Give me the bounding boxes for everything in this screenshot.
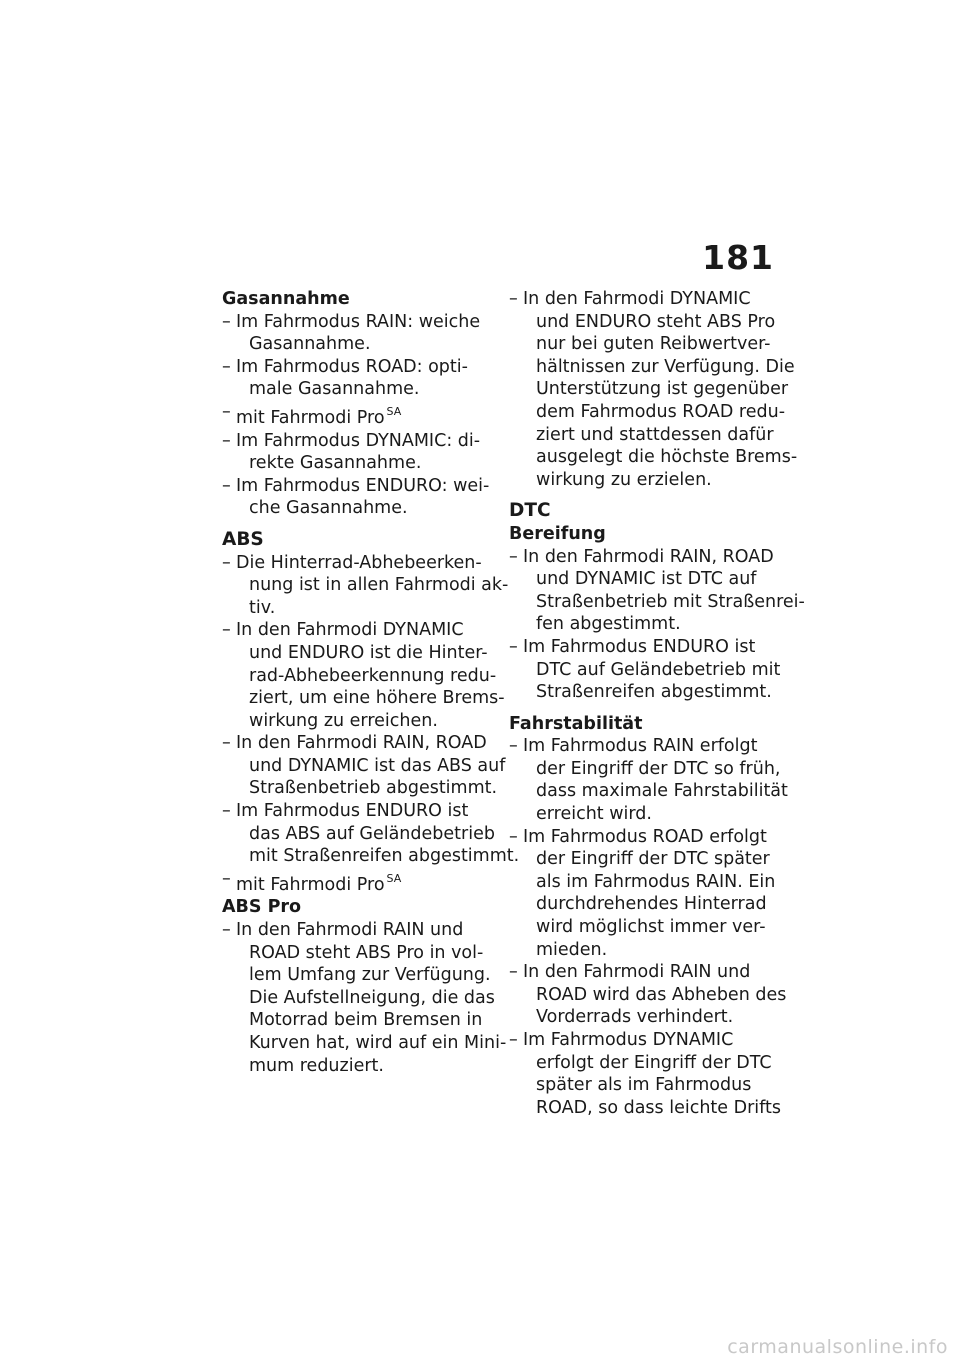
heading-gasannahme: Gasannahme: [222, 289, 350, 309]
list-item-line: wirkung zu erzielen.: [536, 469, 712, 490]
list-item-line: ausgelegt die höchste Brems-: [536, 447, 798, 468]
list-item: [222, 732, 506, 800]
list-item: [509, 546, 805, 636]
list-dash: –: [222, 356, 231, 377]
list-abs-pro-cont: [509, 288, 798, 491]
list-item-line: und DYNAMIC ist DTC auf: [536, 569, 757, 590]
list-item: [222, 475, 497, 520]
list-item-line: Im Fahrmodus ENDURO: wei-: [236, 475, 490, 496]
list-item-line: Im Fahrmodus RAIN erfolgt: [523, 736, 758, 757]
list-item-line: fen abgestimmt.: [536, 614, 681, 635]
list-item-line: In den Fahrmodi RAIN, ROAD: [523, 546, 774, 567]
list-dash: –: [222, 430, 231, 451]
pro-note-text: mit Fahrmodi Pro: [236, 874, 385, 895]
left-column: [222, 288, 520, 1077]
list-item-line: wird möglichst immer ver-: [536, 917, 766, 938]
list-item: [222, 619, 505, 732]
list-item-line: Im Fahrmodus ENDURO ist: [523, 636, 756, 657]
list-item-line: erreicht wird.: [536, 804, 652, 825]
list-item: [222, 311, 497, 356]
list-item-line: che Gasannahme.: [249, 498, 408, 519]
list-item-line: Straßenreifen abgestimmt.: [536, 682, 772, 703]
page-number: 181: [702, 238, 774, 277]
list-item-line: Die Aufstellneigung, die das: [249, 987, 495, 1008]
list-item-line: später als im Fahrmodus: [536, 1075, 752, 1096]
list-item-line: Straßenbetrieb abgestimmt.: [249, 778, 498, 799]
list-item-line: Im Fahrmodus ROAD: opti-: [236, 356, 468, 377]
list-item-line: und DYNAMIC ist das ABS auf: [249, 755, 506, 776]
list-dash: –: [222, 620, 231, 641]
list-item: [509, 735, 789, 825]
list-item-line: DTC auf Geländebetrieb mit: [536, 659, 781, 680]
list-item-line: male Gasannahme.: [249, 379, 420, 400]
list-dash: –: [222, 801, 231, 822]
list-item-line: Im Fahrmodus ENDURO ist: [236, 801, 469, 822]
list-item-line: Im Fahrmodus DYNAMIC: [523, 1030, 734, 1050]
sa-marker: SA: [386, 871, 402, 885]
list-fahrstabilitaet: [509, 735, 789, 1119]
list-dash: –: [509, 736, 518, 757]
list-item-line: Vorderrads verhindert.: [536, 1007, 734, 1028]
list-item-line: mieden.: [536, 939, 608, 960]
list-dash: –: [509, 546, 518, 567]
list-item: [509, 961, 789, 1029]
heading-fahrstabilitaet: Fahrstabilität: [509, 713, 643, 734]
list-item-line: nung ist in allen Fahrmodi ak-: [249, 575, 509, 596]
list-item: [509, 826, 789, 962]
list-item: [222, 356, 497, 401]
list-dash: –: [222, 868, 231, 889]
list-item-line: dem Fahrmodus ROAD redu-: [536, 401, 786, 422]
pro-note: [222, 401, 497, 430]
list-dash: –: [222, 401, 231, 422]
list-item: [509, 1029, 789, 1119]
list-item-line: ROAD wird das Abheben des: [536, 984, 787, 1005]
list-item: [222, 919, 507, 1077]
list-dash: –: [222, 475, 231, 496]
heading-abs-pro: ABS Pro: [222, 897, 302, 918]
list-dash: –: [509, 1030, 518, 1050]
list-item-line: Motorrad beim Bremsen in: [249, 1010, 483, 1031]
list-item-line: In den Fahrmodi RAIN, ROAD: [236, 733, 487, 754]
pro-note-text: mit Fahrmodi Pro: [236, 407, 385, 428]
heading-abs: ABS: [222, 528, 264, 550]
list-item: [222, 552, 509, 620]
list-item-line: rad-Abhebeerkennung redu-: [249, 665, 497, 686]
list-bereifung: [509, 546, 805, 704]
list-gasannahme: [222, 311, 497, 401]
right-column: [509, 288, 805, 1119]
list-item-line: In den Fahrmodi DYNAMIC: [523, 289, 751, 309]
list-item: [509, 636, 789, 704]
list-item-line: mit Straßenreifen abgestimmt.: [249, 846, 520, 867]
heading-dtc: DTC: [509, 500, 551, 522]
sa-marker: SA: [386, 404, 402, 418]
list-item-line: das ABS auf Geländebetrieb: [249, 823, 495, 844]
list-item-line: ziert, um eine höhere Brems-: [249, 688, 505, 709]
list-item-line: Die Hinterrad-Abhebeerken-: [236, 552, 482, 573]
list-item-line: und ENDURO ist die Hinter-: [249, 642, 488, 663]
list-item: [222, 800, 520, 868]
list-item-line: In den Fahrmodi DYNAMIC: [236, 620, 464, 641]
list-item-line: Straßenbetrieb mit Straßenrei-: [536, 591, 805, 612]
list-item: [509, 288, 798, 491]
list-item-line: In den Fahrmodi RAIN und: [236, 920, 464, 941]
list-item-line: nur bei guten Reibwertver-: [536, 334, 771, 355]
list-item-line: In den Fahrmodi RAIN und: [523, 962, 751, 983]
list-dash: –: [222, 920, 231, 941]
heading-bereifung: Bereifung: [509, 523, 606, 544]
list-dash: –: [509, 636, 518, 657]
watermark-footer: carmanualsonline.info: [727, 1336, 948, 1358]
list-item-line: Im Fahrmodus RAIN: weiche: [236, 311, 481, 332]
list-item-line: ROAD steht ABS Pro in vol-: [249, 942, 484, 963]
list-dash: –: [509, 962, 518, 983]
list-dash: –: [222, 311, 231, 332]
list-item-line: wirkung zu erreichen.: [249, 710, 438, 731]
list-dash: –: [222, 733, 231, 754]
list-item-line: dass maximale Fahrstabilität: [536, 781, 788, 802]
list-item-line: Unterstützung ist gegenüber: [536, 379, 789, 400]
list-dash: –: [509, 826, 518, 847]
list-item-line: der Eingriff der DTC später: [536, 849, 770, 870]
list-item-line: durchdrehendes Hinterrad: [536, 894, 767, 915]
pro-note: [222, 868, 497, 897]
list-gasannahme-pro: [222, 430, 497, 520]
list-dash: –: [509, 289, 518, 309]
list-item-line: Im Fahrmodus DYNAMIC: di-: [236, 430, 481, 451]
list-abs: [222, 552, 520, 868]
list-item-line: Im Fahrmodus ROAD erfolgt: [523, 826, 767, 847]
list-item-line: lem Umfang zur Verfügung.: [249, 965, 491, 986]
list-item-line: als im Fahrmodus RAIN. Ein: [536, 871, 776, 892]
list-abs-pro: [222, 919, 507, 1077]
list-item-line: erfolgt der Eingriff der DTC: [536, 1052, 772, 1073]
list-item-line: ROAD, so dass leichte Drifts: [536, 1097, 781, 1118]
list-item-line: mum reduziert.: [249, 1055, 384, 1076]
list-dash: –: [222, 552, 231, 573]
list-item-line: Gasannahme.: [249, 334, 371, 355]
list-item-line: der Eingriff der DTC so früh,: [536, 758, 781, 779]
list-item-line: Kurven hat, wird auf ein Mini-: [249, 1033, 507, 1053]
list-item-line: tiv.: [249, 597, 276, 618]
list-item-line: rekte Gasannahme.: [249, 453, 422, 474]
list-item-line: hältnissen zur Verfügung. Die: [536, 356, 795, 377]
list-item-line: ziert und stattdessen dafür: [536, 424, 774, 445]
list-item-line: und ENDURO steht ABS Pro: [536, 311, 776, 332]
list-item: [222, 430, 497, 475]
